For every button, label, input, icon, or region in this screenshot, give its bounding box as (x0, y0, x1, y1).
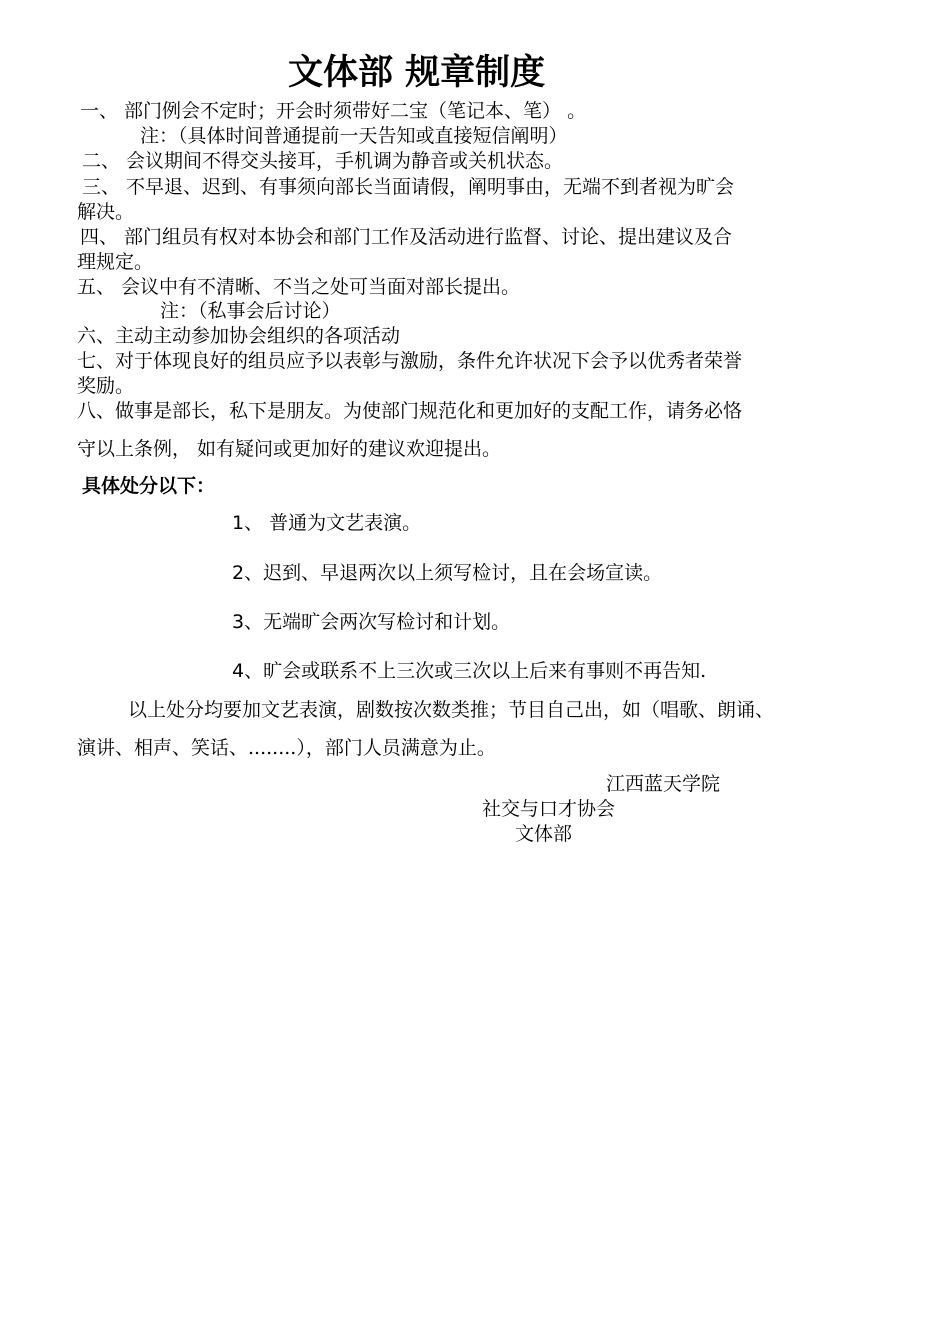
penalty-item-2 (232, 560, 662, 586)
rule-4: 四、 部门组员有权对本协会和部门工作及活动进行监督、讨论、提出建议及合 (80, 226, 733, 248)
penalty-number: 4 (232, 660, 245, 682)
penalty-text: 、 普通为文艺表演。 (244, 512, 422, 534)
rule-8-continued: 守以上条例， 如有疑问或更加好的建议欢迎提出。 (77, 438, 502, 460)
penalty-number: 2 (232, 562, 245, 584)
summary-paragraph-continued: 演讲、相声、笑话、........），部门人员满意为止。 (77, 737, 496, 759)
rule-5-note: 注：（私事会后讨论） (160, 300, 341, 322)
penalty-text: 、旷会或联系不上三次或三次以上后来有事则不再告知. (244, 660, 707, 682)
penalty-number: 3 (232, 611, 245, 633)
summary-paragraph: 以上处分均要加文艺表演，剧数按次数类推；节目自己出，如（唱歌、朗诵、 (128, 699, 775, 721)
rule-3: 三、 不早退、迟到、有事须向部长当面请假，阐明事由，无端不到者视为旷会 (82, 176, 735, 198)
penalty-text: 、迟到、早退两次以上须写检讨，且在会场宣读。 (244, 562, 663, 584)
rule-7: 七、对于体现良好的组员应予以表彰与激励，条件允许状况下会予以优秀者荣誉 (77, 350, 743, 372)
signature-department: 文体部 (515, 823, 573, 845)
penalty-text: 、无端旷会两次写检讨和计划。 (244, 611, 511, 633)
penalty-item-4 (232, 658, 706, 684)
document-title: 文体部 规章制度 (288, 53, 546, 93)
penalty-item-3 (232, 609, 510, 635)
rule-3-continued: 解决。 (77, 201, 135, 223)
signature-school: 江西蓝天学院 (606, 773, 721, 795)
penalty-heading: 具体处分以下： (82, 475, 216, 497)
penalty-number: 1 (232, 512, 245, 534)
penalty-item-1 (232, 510, 421, 536)
rule-4-continued: 理规定。 (77, 251, 154, 273)
rule-1-note: 注：（具体时间普通提前一天告知或直接短信阐明） (140, 125, 568, 147)
rule-5: 五、 会议中有不清晰、不当之处可当面对部长提出。 (77, 276, 521, 298)
rule-7-continued: 奖励。 (77, 375, 135, 397)
rule-2: 二、 会议期间不得交头接耳，手机调为静音或关机状态。 (82, 150, 564, 172)
rule-8: 八、做事是部长，私下是朋友。为使部门规范化和更加好的支配工作，请务必恪 (77, 400, 743, 422)
signature-association: 社交与口才协会 (482, 798, 616, 820)
rule-6: 六、主动主动参加协会组织的各项活动 (77, 325, 401, 347)
rule-1: 一、 部门例会不定时；开会时须带好二宝（笔记本、笔） 。 (80, 100, 587, 122)
